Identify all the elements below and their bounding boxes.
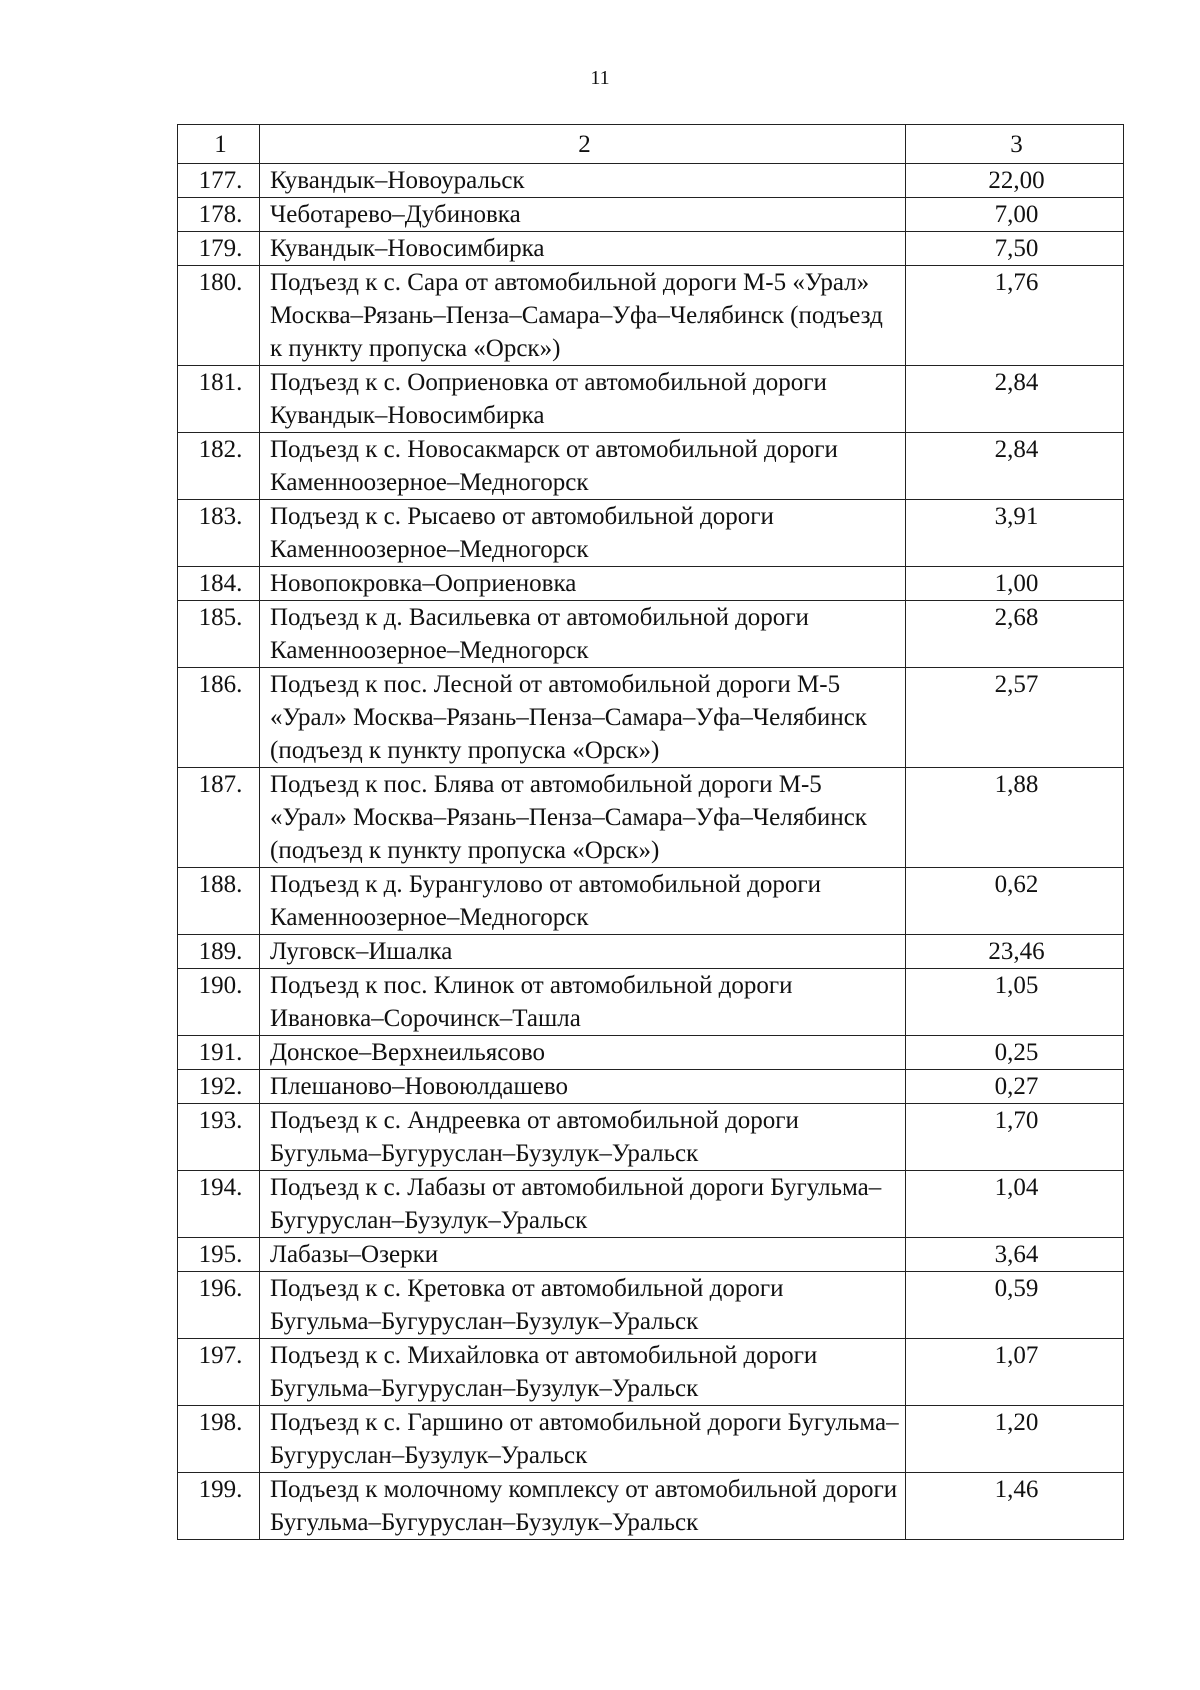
row-number-cell: 189. [178, 935, 260, 969]
road-name-cell: Кувандык–Новосимбирка [260, 232, 906, 266]
length-value-cell: 3,91 [906, 500, 1124, 567]
length-value-cell: 0,59 [906, 1272, 1124, 1339]
row-number-cell: 193. [178, 1104, 260, 1171]
row-number-cell: 194. [178, 1171, 260, 1238]
road-name-cell: Лабазы–Озерки [260, 1238, 906, 1272]
row-number-cell: 177. [178, 164, 260, 198]
length-value-cell: 0,62 [906, 868, 1124, 935]
length-value-cell: 1,76 [906, 266, 1124, 366]
road-name-cell: Подъезд к с. Новосакмарск от автомобильной дороги Каменноозерное–Медногорск [260, 433, 906, 500]
column-header-name: 2 [260, 125, 906, 164]
road-name-cell: Луговск–Ишалка [260, 935, 906, 969]
row-number-cell: 192. [178, 1070, 260, 1104]
row-number-cell: 179. [178, 232, 260, 266]
table-row [178, 1238, 1124, 1272]
length-value-cell: 2,68 [906, 601, 1124, 668]
length-value-cell: 7,00 [906, 198, 1124, 232]
table-row [178, 1171, 1124, 1238]
table-row [178, 1104, 1124, 1171]
row-number-cell: 190. [178, 969, 260, 1036]
road-name-cell: Плешаново–Новоюлдашево [260, 1070, 906, 1104]
table-row [178, 1070, 1124, 1104]
table-row [178, 232, 1124, 266]
length-value-cell: 3,64 [906, 1238, 1124, 1272]
road-name-cell: Подъезд к с. Рысаево от автомобильной дороги Каменноозерное–Медногорск [260, 500, 906, 567]
table-row [178, 1272, 1124, 1339]
length-value-cell: 22,00 [906, 164, 1124, 198]
table-row [178, 969, 1124, 1036]
row-number-cell: 180. [178, 266, 260, 366]
length-value-cell: 1,46 [906, 1473, 1124, 1540]
length-value-cell: 1,04 [906, 1171, 1124, 1238]
page-number: 11 [590, 67, 610, 89]
road-name-cell: Подъезд к пос. Лесной от автомобильной дороги М-5 «Урал» Москва–Рязань–Пенза–Самара–Уфа–Челябинск (подъезд к пункту пропуска «Орск») [260, 668, 906, 768]
row-number-cell: 186. [178, 668, 260, 768]
length-value-cell: 1,70 [906, 1104, 1124, 1171]
length-value-cell: 2,84 [906, 366, 1124, 433]
road-name-cell: Новопокровка–Ооприеновка [260, 567, 906, 601]
row-number-cell: 185. [178, 601, 260, 668]
length-value-cell: 1,00 [906, 567, 1124, 601]
row-number-cell: 181. [178, 366, 260, 433]
length-value-cell: 2,57 [906, 668, 1124, 768]
table-row [178, 601, 1124, 668]
length-value-cell: 0,27 [906, 1070, 1124, 1104]
row-number-cell: 198. [178, 1406, 260, 1473]
row-number-cell: 187. [178, 768, 260, 868]
row-number-cell: 184. [178, 567, 260, 601]
table-row [178, 1036, 1124, 1070]
road-name-cell: Подъезд к с. Кретовка от автомобильной дороги Бугульма–Бугуруслан–Бузулук–Уральск [260, 1272, 906, 1339]
length-value-cell: 1,88 [906, 768, 1124, 868]
road-name-cell: Подъезд к с. Сара от автомобильной дороги М-5 «Урал» Москва–Рязань–Пенза–Самара–Уфа–Челябинск (подъезд к пункту пропуска «Орск») [260, 266, 906, 366]
road-name-cell: Подъезд к молочному комплексу от автомобильной дороги Бугульма–Бугуруслан–Бузулук–Уральск [260, 1473, 906, 1540]
road-name-cell: Подъезд к пос. Клинок от автомобильной дороги Ивановка–Сорочинск–Ташла [260, 969, 906, 1036]
road-name-cell: Подъезд к д. Бурангулово от автомобильной дороги Каменноозерное–Медногорск [260, 868, 906, 935]
road-name-cell: Подъезд к с. Ооприеновка от автомобильной дороги Кувандык–Новосимбирка [260, 366, 906, 433]
table-row [178, 1339, 1124, 1406]
roads-table [177, 124, 1124, 1540]
row-number-cell: 182. [178, 433, 260, 500]
table-row [178, 198, 1124, 232]
road-name-cell: Подъезд к с. Андреевка от автомобильной дороги Бугульма–Бугуруслан–Бузулук–Уральск [260, 1104, 906, 1171]
table-row [178, 1473, 1124, 1540]
length-value-cell: 0,25 [906, 1036, 1124, 1070]
row-number-cell: 199. [178, 1473, 260, 1540]
table-body [178, 164, 1124, 1540]
row-number-cell: 188. [178, 868, 260, 935]
table-row [178, 868, 1124, 935]
row-number-cell: 178. [178, 198, 260, 232]
row-number-cell: 196. [178, 1272, 260, 1339]
table-row [178, 366, 1124, 433]
table-row [178, 567, 1124, 601]
road-name-cell: Подъезд к с. Лабазы от автомобильной дороги Бугульма–Бугуруслан–Бузулук–Уральск [260, 1171, 906, 1238]
column-header-number: 1 [178, 125, 260, 164]
column-header-value: 3 [906, 125, 1124, 164]
table-row [178, 164, 1124, 198]
road-name-cell: Донское–Верхнеильясово [260, 1036, 906, 1070]
row-number-cell: 197. [178, 1339, 260, 1406]
length-value-cell: 1,20 [906, 1406, 1124, 1473]
length-value-cell: 7,50 [906, 232, 1124, 266]
road-name-cell: Чеботарево–Дубиновка [260, 198, 906, 232]
length-value-cell: 1,07 [906, 1339, 1124, 1406]
road-name-cell: Подъезд к пос. Блява от автомобильной дороги М-5 «Урал» Москва–Рязань–Пенза–Самара–Уфа–Челябинск (подъезд к пункту пропуска «Орск») [260, 768, 906, 868]
row-number-cell: 191. [178, 1036, 260, 1070]
length-value-cell: 2,84 [906, 433, 1124, 500]
road-name-cell: Кувандык–Новоуральск [260, 164, 906, 198]
road-name-cell: Подъезд к д. Васильевка от автомобильной дороги Каменноозерное–Медногорск [260, 601, 906, 668]
table-row [178, 1406, 1124, 1473]
length-value-cell: 1,05 [906, 969, 1124, 1036]
length-value-cell: 23,46 [906, 935, 1124, 969]
row-number-cell: 195. [178, 1238, 260, 1272]
table-row [178, 935, 1124, 969]
table-row [178, 433, 1124, 500]
table-row [178, 768, 1124, 868]
road-name-cell: Подъезд к с. Гаршино от автомобильной дороги Бугульма–Бугуруслан–Бузулук–Уральск [260, 1406, 906, 1473]
table-row [178, 668, 1124, 768]
road-name-cell: Подъезд к с. Михайловка от автомобильной дороги Бугульма–Бугуруслан–Бузулук–Уральск [260, 1339, 906, 1406]
table-row [178, 266, 1124, 366]
row-number-cell: 183. [178, 500, 260, 567]
table-row [178, 500, 1124, 567]
table-header-row [178, 125, 1124, 164]
